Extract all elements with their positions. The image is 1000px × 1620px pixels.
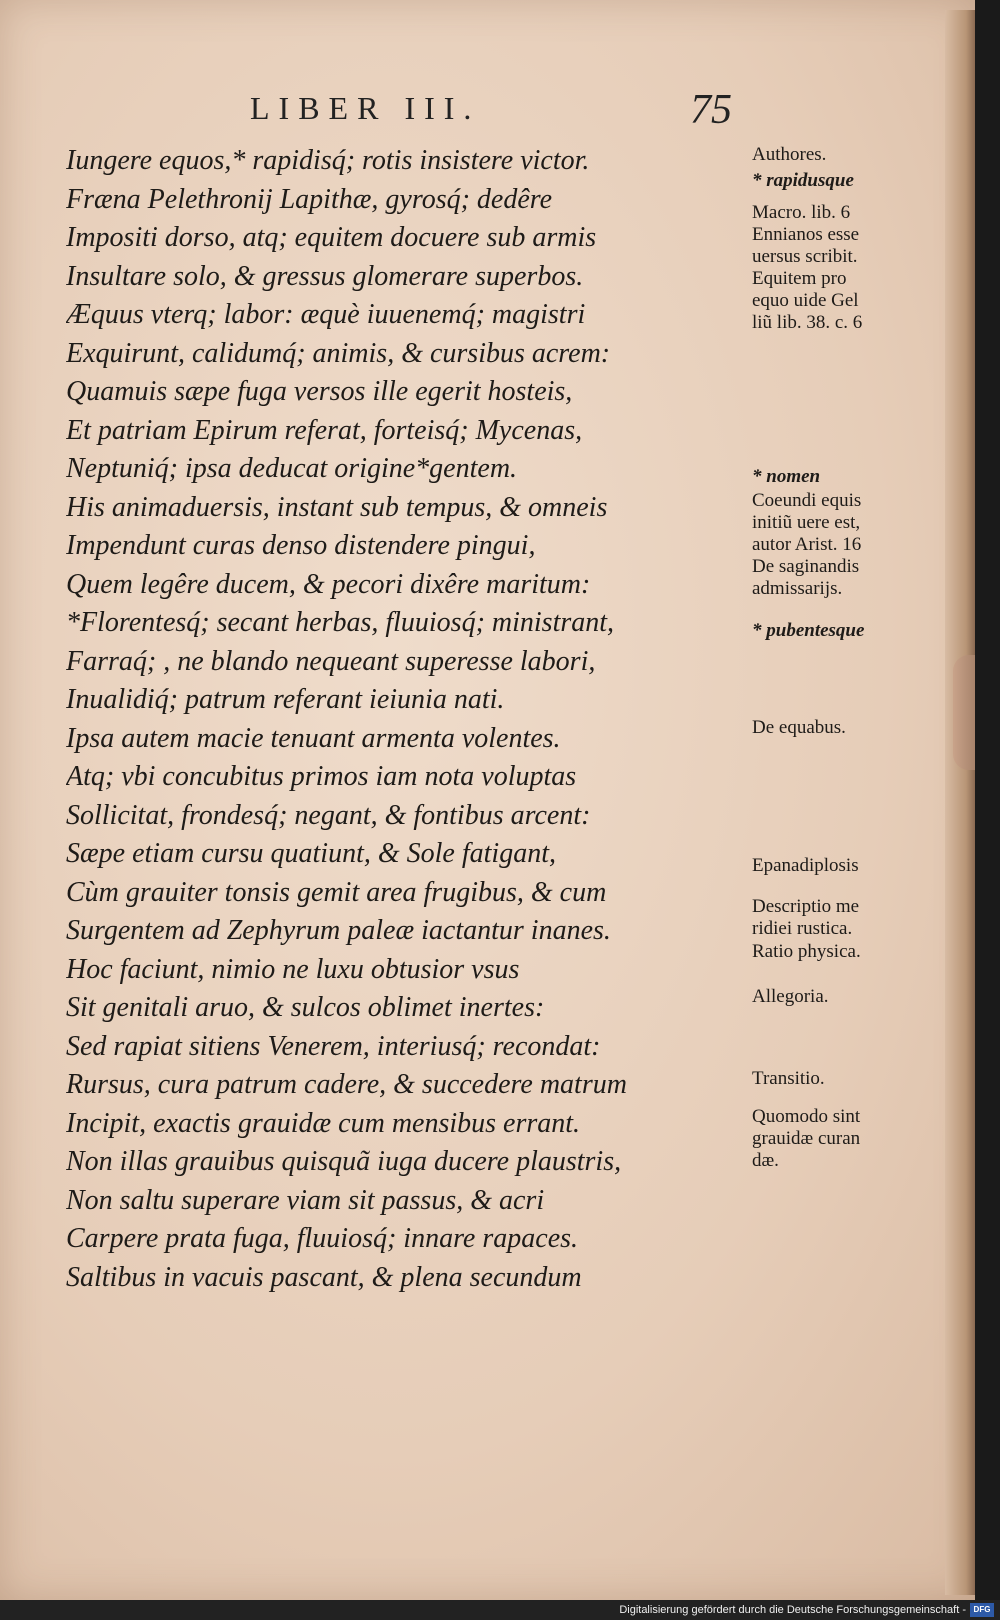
- margin-note-line: ridiei rustica.: [752, 918, 853, 939]
- verse-line: Neptuniq́; ipsa deducat origine*gentem.: [66, 453, 518, 484]
- verse-line: Carpere prata fuga, fluuiosq́; innare rapaces.: [66, 1223, 579, 1254]
- page-number: 75: [690, 87, 732, 133]
- verse-line: Impositi dorso, atq; equitem docuere sub armis: [66, 222, 597, 253]
- margin-note-line: Ennianos esse: [752, 224, 860, 245]
- dfg-logo: DFG: [970, 1603, 994, 1617]
- margin-note-line: dæ.: [752, 1150, 779, 1171]
- margin-note-line: Epanadiplosis: [752, 855, 859, 876]
- verse-line: Cùm grauiter tonsis gemit area frugibus, & cum: [66, 876, 607, 908]
- margin-note-line: Macro. lib. 6: [752, 202, 851, 223]
- verse-line: Farraq́; , ne blando nequeant superesse labori,: [66, 645, 596, 677]
- verse-line: Impendunt curas denso distendere pingui,: [66, 530, 536, 561]
- margin-note-line: uersus scribit.: [752, 246, 858, 267]
- margin-note-line: * pubentesque: [752, 620, 865, 641]
- margin-note-line: Ratio physica.: [752, 941, 861, 962]
- verse-line: Non illas grauibus quisquã iuga ducere plaustris,: [66, 1146, 622, 1177]
- verse-line: Incipit, exactis grauidæ cum mensibus errant.: [66, 1107, 581, 1139]
- margin-note-line: Authores.: [752, 144, 827, 165]
- margin-note-line: grauidæ curan: [752, 1128, 861, 1149]
- margin-note: [752, 466, 927, 488]
- footer-text: Digitalisierung gefördert durch die Deutsche Forschungsgemeinschaft -: [619, 1604, 966, 1616]
- verse-line: Saltibus in vacuis pascant, & plena secundum: [66, 1261, 582, 1293]
- verse-line: Fræna Pelethronij Lapithæ, gyrosq́; dedêre: [66, 183, 553, 215]
- running-head: [0, 87, 975, 133]
- margin-note-line: * rapidusque: [752, 170, 854, 191]
- verse-line: Rursus, cura patrum cadere, & succedere matrum: [66, 1069, 627, 1100]
- verse-line: Quamuis sæpe fuga versos ille egerit hosteis,: [66, 376, 573, 407]
- margin-note-line: Coeundi equis: [752, 490, 862, 511]
- verse-line: Quem legêre ducem, & pecori dixêre maritum:: [66, 568, 591, 600]
- margin-note: [752, 941, 927, 963]
- page-edge: [945, 10, 975, 1595]
- margin-note-line: * nomen: [752, 466, 821, 487]
- verse-line: Inualidiq́; patrum referant ieiunia nati.: [66, 684, 505, 715]
- verse-line: Sæpe etiam cursu quatiunt, & Sole fatigant,: [66, 838, 556, 869]
- margin-note: [752, 144, 927, 166]
- margin-note: [752, 896, 927, 940]
- margin-note-line: Allegoria.: [752, 986, 829, 1007]
- margin-note-line: liũ lib. 38. c. 6: [752, 312, 863, 333]
- verse-line: Sed rapiat sitiens Venerem, interiusq́; recondat:: [66, 1030, 601, 1062]
- margin-note-line: autor Arist. 16: [752, 534, 862, 555]
- margin-note-line: De saginandis: [752, 556, 860, 577]
- margin-note-line: Transitio.: [752, 1068, 825, 1089]
- margin-note: [752, 202, 927, 334]
- margin-note-line: equo uide Gel: [752, 290, 859, 311]
- verse-line: Sollicitat, frondesq́; negant, & fontibus arcent:: [66, 799, 591, 831]
- margin-note: [752, 620, 927, 642]
- margin-note-line: De equabus.: [752, 717, 846, 738]
- verse-line: *Florentesq́; secant herbas, fluuiosq́; ministrant,: [66, 607, 615, 638]
- verse-line: Et patriam Epirum referat, forteisq́; Mycenas,: [66, 414, 583, 446]
- margin-note-line: Quomodo sint: [752, 1106, 861, 1127]
- verse-line: Hoc faciunt, nimio ne luxu obtusior vsus: [66, 953, 520, 985]
- verse-line: His animaduersis, instant sub tempus, & omneis: [66, 491, 608, 523]
- verse-line: Exquirunt, calidumq́; animis, & cursibus acrem:: [66, 337, 611, 369]
- verse-line: Iungere equos,* rapidisq́; rotis insistere victor.: [66, 145, 590, 176]
- margin-note: [752, 986, 927, 1008]
- verse-line: Ipsa autem macie tenuant armenta volentes.: [66, 722, 561, 754]
- verse-line: Atq; vbi concubitus primos iam nota voluptas: [66, 761, 577, 792]
- margin-note-line: Descriptio me: [752, 896, 860, 917]
- margin-note: [752, 490, 927, 600]
- verse-line: Sit genitali aruo, & sulcos oblimet inertes:: [66, 992, 545, 1023]
- page-tab: [953, 655, 975, 770]
- margin-note: [752, 855, 927, 877]
- running-head-title: LIBER III.: [250, 90, 481, 126]
- margin-note-line: initiũ uere est,: [752, 512, 861, 533]
- verse-line: Non saltu superare viam sit passus, & acri: [66, 1184, 545, 1216]
- verse-line: Insultare solo, & gressus glomerare superbos.: [66, 260, 584, 292]
- margin-note: [752, 1106, 927, 1172]
- margin-note-line: admissarijs.: [752, 578, 843, 599]
- margin-note: [752, 170, 927, 192]
- margin-note: [752, 1068, 927, 1090]
- footer-bar: [0, 1600, 1000, 1620]
- verse-column: [66, 142, 746, 1297]
- verse-line: Æquus vterq; labor: æquè iuuenemq́; magistri: [66, 299, 586, 330]
- verse-line: Surgentem ad Zephyrum paleæ iactantur inanes.: [66, 915, 611, 946]
- margin-note-line: Equitem pro: [752, 268, 847, 289]
- margin-note: [752, 717, 927, 739]
